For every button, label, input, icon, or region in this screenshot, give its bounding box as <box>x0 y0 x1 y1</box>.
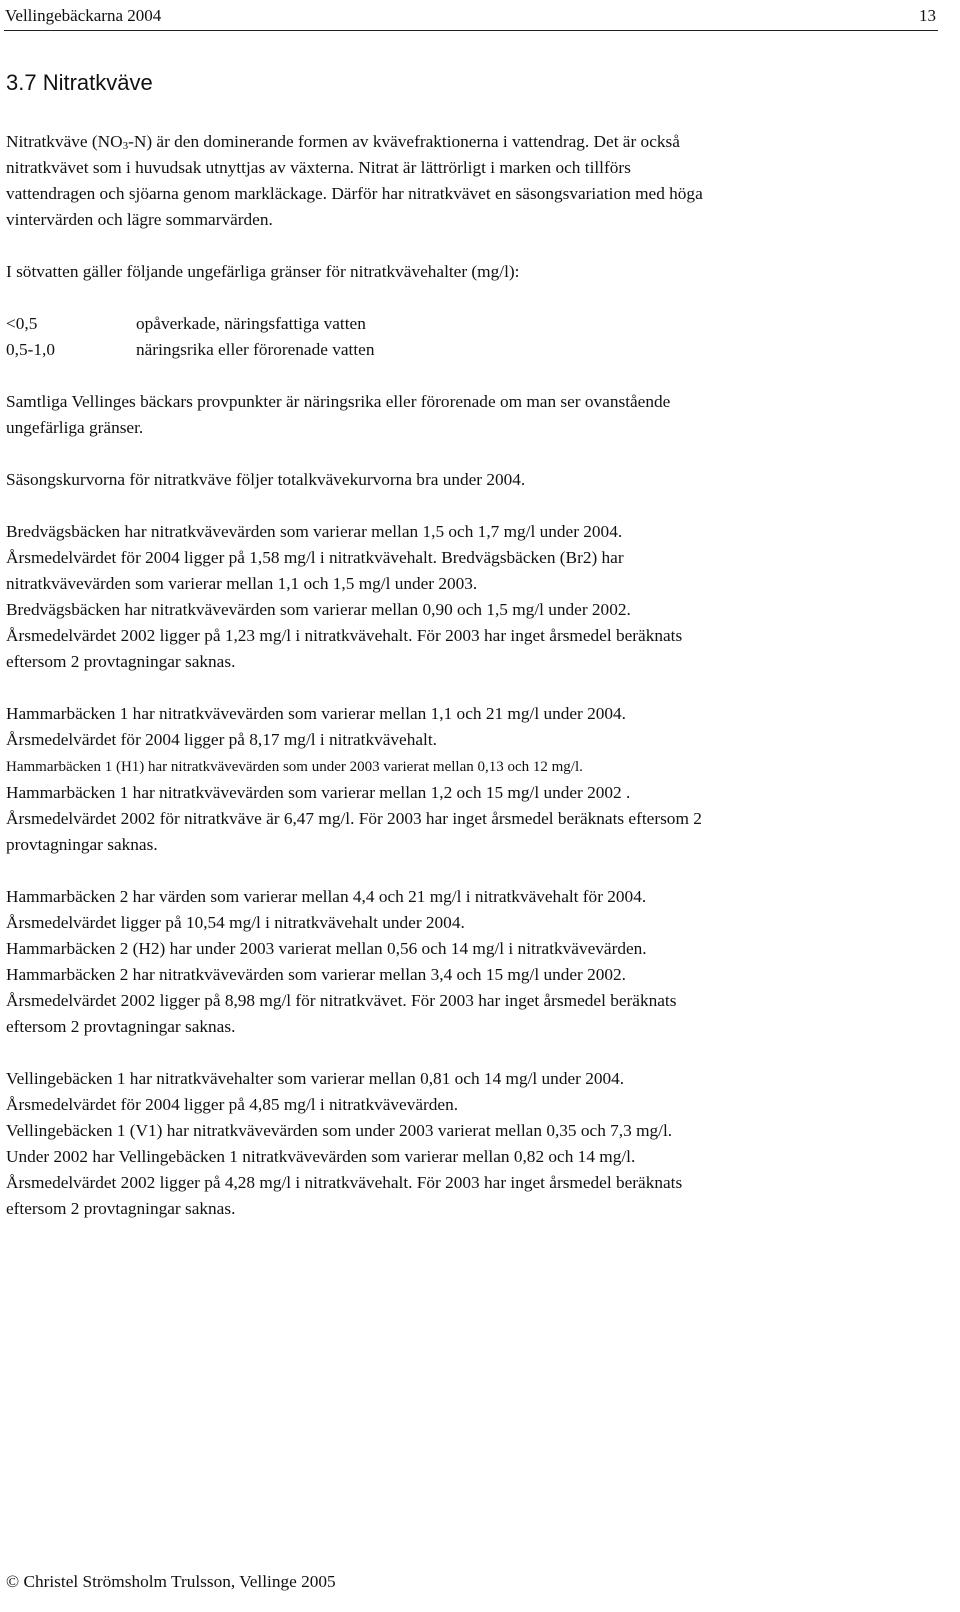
intro-paragraph <box>6 129 936 233</box>
paragraph: Samtliga Vellinges bäckars provpunkter är näringsrika eller förorenade om man ser ovanstående ungefärliga gränser. <box>6 392 671 437</box>
limit-range: 0,5-1,0 <box>6 340 55 359</box>
limit-range: <0,5 <box>6 314 38 333</box>
intro-line: nitratkvävet som i huvudsak utnyttjas av växterna. Nitrat är lättrörligt i marken och tillförs <box>6 158 631 177</box>
limit-description: opåverkade, näringsfattiga vatten <box>136 314 366 333</box>
subscript: 3 <box>122 140 129 152</box>
paragraph-bredvagsbacken: Bredvägsbäcken har nitratkvävevärden som varierar mellan 1,5 och 1,7 mg/l under 2004. Årsmedelvärdet för 2004 ligger på 1,58 mg/l i nitratkvävehalt. Bredvägsbäcken (Br2) har nitratkvävevärden som varierar mellan 1,1 och 1,5 mg/l under 2003. Bredvägsbäcken har nitratkvävevärden som varierar mellan 0,90 och 1,5 mg/l under 2002. Årsmedelvärdet 2002 ligger på 1,23 mg/l i nitratkvävehalt. För 2003 har inget årsmedel beräknats eftersom 2 provtagningar saknas. <box>6 522 683 671</box>
limit-row <box>6 311 936 337</box>
running-header-title: Vellingebäckarna 2004 <box>5 6 162 25</box>
paragraph-vellingebacken-1: Vellingebäcken 1 har nitratkvävehalter som varierar mellan 0,81 och 14 mg/l under 2004. Årsmedelvärdet för 2004 ligger på 4,85 mg/l i nitratkvävevärden. Vellingebäcken 1 (V1) har nitratkvävevärden som under 2003 varierat mellan 0,35 och 7,3 mg/l. Under 2002 har Vellingebäcken 1 nitratkvävevärden som varierar mellan 0,82 och 14 mg/l. Årsmedelvärdet 2002 ligger på 4,28 mg/l i nitratkvävehalt. För 2003 har inget årsmedel beräknats eftersom 2 provtagningar saknas. <box>6 1069 683 1218</box>
paragraph-hammarbacken-2: Hammarbäcken 2 har värden som varierar mellan 4,4 och 21 mg/l i nitratkvävehalt för 2004. Årsmedelvärdet ligger på 10,54 mg/l i nitratkvävehalt under 2004. Hammarbäcken 2 (H2) har under 2003 varierat mellan 0,56 och 14 mg/l i nitratkvävevärden. Hammarbäcken 2 har nitratkvävevärden som varierar mellan 3,4 och 15 mg/l under 2002. Årsmedelvärdet 2002 ligger på 8,98 mg/l för nitratkvävet. För 2003 har inget årsmedel beräknats eftersom 2 provtagningar saknas. <box>6 887 677 1036</box>
limits-lead: I sötvatten gäller följande ungefärliga gränser för nitratkvävehalter (mg/l): <box>6 262 520 281</box>
paragraph: Säsongskurvorna för nitratkväve följer totalkvävekurvorna bra under 2004. <box>6 470 526 489</box>
copyright-footer: © Christel Strömsholm Trulsson, Vellinge 2005 <box>6 1572 336 1591</box>
limit-row <box>6 337 936 363</box>
intro-line: vattendragen och sjöarna genom markläckage. Därför har nitratkvävet en säsongsvariation med höga <box>6 184 703 203</box>
body-text <box>6 129 936 1222</box>
page-number: 13 <box>919 6 936 25</box>
section-heading: 3.7 Nitratkväve <box>6 70 153 95</box>
intro-line: Nitratkväve $(NO_3-N)$ är den dominerande formen av kvävefraktionerna i vattendrag. Det är också <box>6 132 680 152</box>
header-divider <box>4 30 938 31</box>
limit-description: näringsrika eller förorenade vatten <box>136 340 375 359</box>
paragraph-hammarbacken-1: Hammarbäcken 1 har nitratkvävevärden som varierar mellan 1,1 och 21 mg/l under 2004. Årsmedelvärdet för 2004 ligger på 8,17 mg/l i nitratkvävehalt. Hammarbäcken 1 (H1) har nitratkvävevärden som under 2003 varierat mellan 0,13 och 12 mg/l. Hammarbäcken 1 har nitratkvävevärden som varierar mellan 1,2 och 15 mg/l under 2002 . Årsmedelvärdet 2002 för nitratkväve är 6,47 mg/l. För 2003 har inget årsmedel beräknats eftersom 2 provtagningar saknas. <box>6 704 702 854</box>
intro-line: vintervärden och lägre sommarvärden. <box>6 210 273 229</box>
